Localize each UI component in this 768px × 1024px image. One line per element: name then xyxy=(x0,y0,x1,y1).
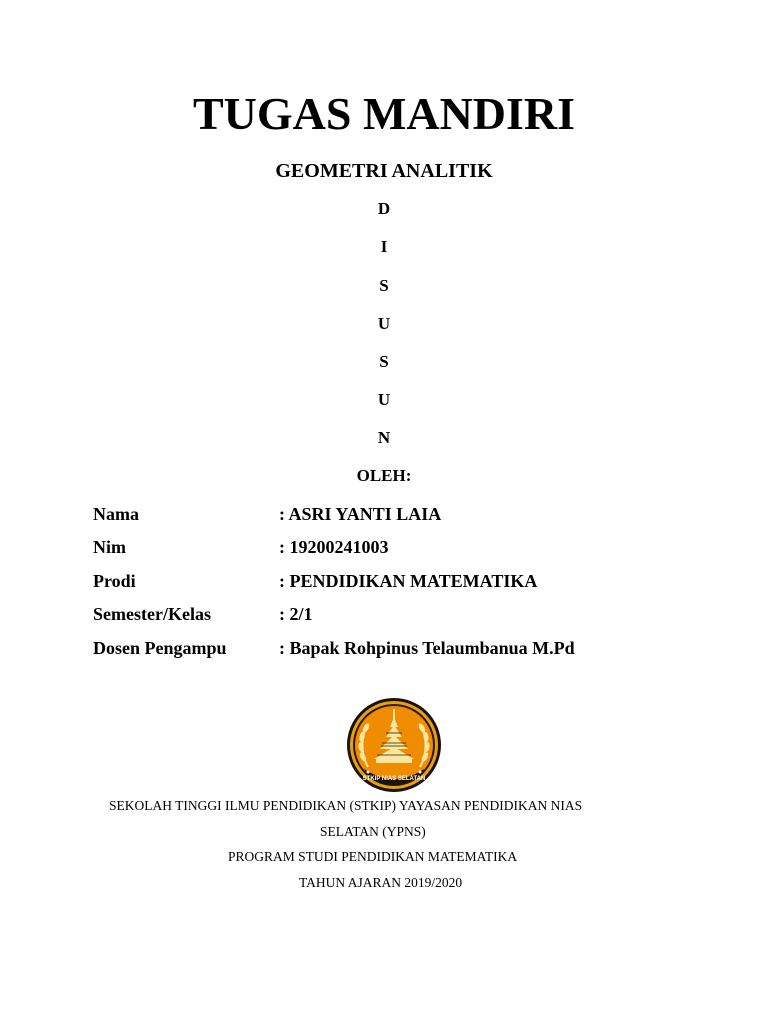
footer-program-line: PROGRAM STUDI PENDIDIKAN MATEMATIKA xyxy=(228,849,518,864)
info-value: : PENDIDIKAN MATEMATIKA xyxy=(279,571,538,591)
disusun-letter: S xyxy=(379,276,389,295)
oleh-label: OLEH: xyxy=(356,466,412,485)
svg-text:STKIP NIAS SELATAN: STKIP NIAS SELATAN xyxy=(362,776,426,782)
stkip-logo-icon xyxy=(346,697,442,793)
info-value: : Bapak Rohpinus Telaumbanua M.Pd xyxy=(279,638,575,658)
footer-institution-line-1: SEKOLAH TINGGI ILMU PENDIDIKAN (STKIP) YAYASAN PENDIDIKAN NIAS xyxy=(109,798,583,813)
disusun-letter: N xyxy=(377,428,391,447)
info-value: : 2/1 xyxy=(279,604,313,624)
disusun-letter: S xyxy=(379,352,389,371)
document-subtitle: GEOMETRI ANALITIK xyxy=(275,160,493,182)
info-label: Semester/Kelas xyxy=(93,604,211,624)
document-title: TUGAS MANDIRI xyxy=(192,88,576,139)
info-label: Dosen Pengampu xyxy=(93,638,227,658)
info-label: Nim xyxy=(93,537,126,557)
disusun-letter: I xyxy=(380,237,388,256)
info-label: Prodi xyxy=(93,571,136,591)
info-value: : ASRI YANTI LAIA xyxy=(279,504,442,524)
disusun-letter: U xyxy=(377,314,391,333)
footer-institution-line-2: SELATAN (YPNS) xyxy=(320,824,426,839)
disusun-letter: D xyxy=(377,199,391,218)
info-label: Nama xyxy=(93,504,139,524)
disusun-letter: U xyxy=(377,390,391,409)
info-value: : 19200241003 xyxy=(279,537,389,557)
footer-academic-year: TAHUN AJARAN 2019/2020 xyxy=(299,875,463,890)
